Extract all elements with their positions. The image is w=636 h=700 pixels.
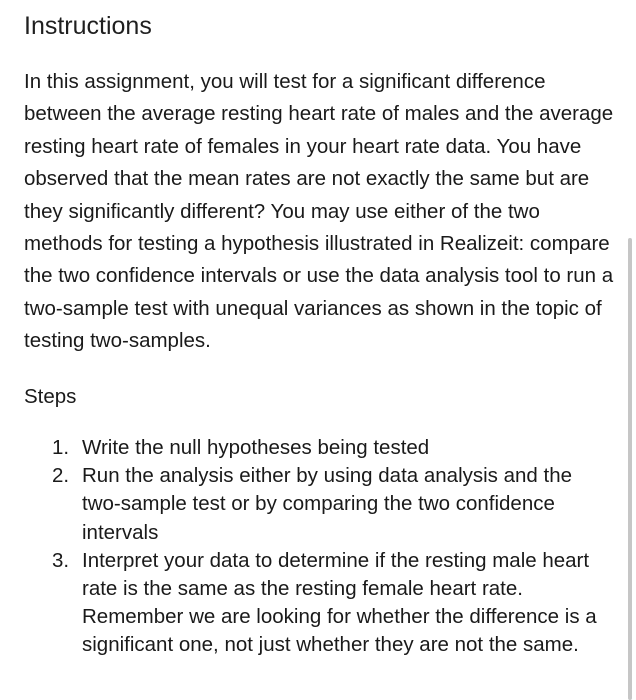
- steps-list: [0, 434, 610, 660]
- step-text: Interpret your data to determine if the resting male heart rate is the same as the resting female heart rate. Remember we are looking for whether the difference is a significant one, not just whether they are not the same.: [82, 548, 597, 657]
- steps-heading: Steps: [24, 385, 77, 408]
- scrollbar[interactable]: [628, 238, 632, 700]
- step-item: [0, 434, 610, 462]
- step-number: 1.: [52, 436, 70, 459]
- step-number: 2.: [52, 464, 70, 488]
- step-number: 3.: [52, 548, 70, 572]
- step-text: Write the null hypotheses being tested: [82, 436, 430, 459]
- intro-paragraph: In this assignment, you will test for a significant difference between the average resting heart rate of males and the average resting heart rate of females in your heart rate data. You have observed that the mean rates are not exactly the same but are they significantly different? You may use either of the two methods for testing a hypothesis illustrated in Realizeit: compare the two confidence intervals or use the data analysis tool to run a two-sample test with unequal variances as shown in the topic of testing two-samples.: [24, 70, 614, 353]
- page-title: Instructions: [24, 12, 152, 40]
- step-item: [0, 547, 610, 660]
- step-item: [0, 462, 610, 547]
- step-text: Run the analysis either by using data analysis and the two-sample test or by comparing the two confidence intervals: [82, 464, 573, 544]
